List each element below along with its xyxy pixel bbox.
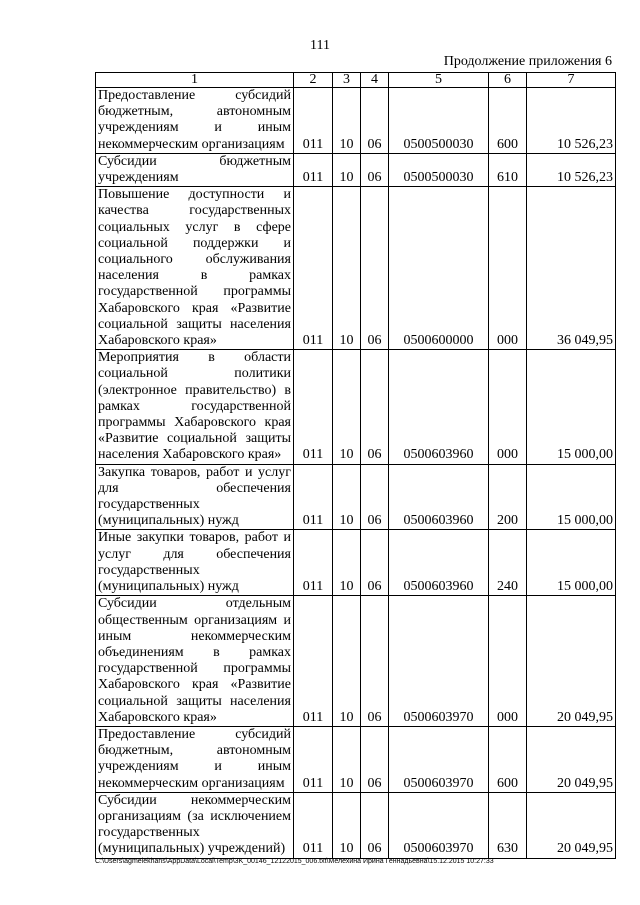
expense-type-cell: 600: [489, 88, 527, 154]
row-name-line: Закупка товаров, работ и услуг: [98, 464, 291, 480]
row-name-line: Повышение доступности и: [98, 187, 291, 203]
ministry-code-cell: 011: [294, 726, 333, 792]
row-name-line: Иные закупки товаров, работ и: [98, 530, 291, 546]
ministry-code-cell: 011: [294, 153, 333, 186]
amount-cell: 20 049,95: [527, 596, 616, 727]
expense-type-cell: 630: [489, 792, 527, 858]
expense-type-cell: 000: [489, 187, 527, 350]
row-name-cell: [96, 726, 294, 792]
subsection-code-cell: 06: [361, 88, 389, 154]
row-name-cell: [96, 596, 294, 727]
row-name-cell: [96, 153, 294, 186]
column-header: 4: [361, 73, 389, 88]
subsection-code-cell: 06: [361, 153, 389, 186]
row-name-line: некоммерческим организациям: [98, 136, 285, 152]
amount-cell: 10 526,23: [527, 153, 616, 186]
ministry-code-cell: 011: [294, 464, 333, 530]
row-name-line: бюджетным, автономным: [98, 104, 291, 120]
expense-type-cell: 600: [489, 726, 527, 792]
row-name-line: программы Хабаровского края: [98, 415, 291, 431]
amount-cell: 10 526,23: [527, 88, 616, 154]
section-code-cell: 10: [333, 187, 361, 350]
amount-cell: 36 049,95: [527, 187, 616, 350]
column-header: 3: [333, 73, 361, 88]
ministry-code-cell: 011: [294, 350, 333, 464]
row-name-line: Субсидии отдельным: [98, 596, 291, 612]
ministry-code-cell: 011: [294, 792, 333, 858]
row-name-line: общественным организациям и: [98, 612, 291, 628]
row-name-line: (муниципальных) учреждений): [98, 841, 286, 857]
row-name-line: Хабаровского края»: [98, 709, 217, 725]
row-name-line: бюджетным, автономным: [98, 743, 291, 759]
target-article-cell: 0500603970: [389, 792, 489, 858]
row-name-line: (электронное правительство) в: [98, 382, 291, 398]
row-name-line: Хабаровского края»: [98, 333, 217, 349]
row-name-line: «Развитие социальной защиты: [98, 431, 291, 447]
column-header: 7: [527, 73, 616, 88]
amount-cell: 20 049,95: [527, 726, 616, 792]
row-name-line: социального обслуживания: [98, 252, 291, 268]
row-name-line: (муниципальных) нужд: [98, 579, 239, 595]
row-name-line: социальных услуг в сфере: [98, 219, 291, 235]
amount-cell: 15 000,00: [527, 464, 616, 530]
table-row: [96, 792, 616, 858]
table-row: [96, 187, 616, 350]
row-name-line: иным некоммерческим: [98, 628, 291, 644]
row-name-line: (муниципальных) нужд: [98, 513, 239, 529]
table-row: [96, 350, 616, 464]
subsection-code-cell: 06: [361, 187, 389, 350]
subsection-code-cell: 06: [361, 350, 389, 464]
amount-cell: 15 000,00: [527, 350, 616, 464]
column-header: 6: [489, 73, 527, 88]
target-article-cell: 0500600000: [389, 187, 489, 350]
section-code-cell: 10: [333, 88, 361, 154]
row-name-line: социальной политики: [98, 366, 291, 382]
section-code-cell: 10: [333, 530, 361, 596]
row-name-line: учреждениям и иным: [98, 759, 291, 775]
page-number: 111: [310, 38, 330, 53]
row-name-line: Субсидии бюджетным: [98, 153, 291, 169]
row-name-cell: [96, 187, 294, 350]
row-name-line: рамках государственной: [98, 398, 291, 414]
row-name-line: некоммерческим организациям: [98, 775, 285, 791]
subsection-code-cell: 06: [361, 726, 389, 792]
table-row: [96, 153, 616, 186]
ministry-code-cell: 011: [294, 596, 333, 727]
expense-type-cell: 000: [489, 596, 527, 727]
column-header: 1: [96, 73, 294, 88]
target-article-cell: 0500603960: [389, 464, 489, 530]
ministry-code-cell: 011: [294, 187, 333, 350]
row-name-line: Хабаровского края «Развитие: [98, 677, 291, 693]
row-name-line: населения в рамках: [98, 268, 291, 284]
target-article-cell: 0500603970: [389, 726, 489, 792]
expense-type-cell: 200: [489, 464, 527, 530]
expense-type-cell: 240: [489, 530, 527, 596]
row-name-cell: [96, 464, 294, 530]
row-name-cell: [96, 350, 294, 464]
row-name-line: социальной защиты населения: [98, 316, 291, 332]
header-row: [96, 73, 616, 88]
column-header: 5: [389, 73, 489, 88]
row-name-line: населения Хабаровского края»: [98, 447, 282, 463]
subsection-code-cell: 06: [361, 530, 389, 596]
section-code-cell: 10: [333, 596, 361, 727]
continuation-label: Продолжение приложения 6: [443, 54, 612, 69]
footer-file-path: C:\Users\agmelekhans\AppData\Local\Temp\3K_00146_12122015_006.txt\Мелехина Ирина Геннадьевна\15.12.2015 10:27:33: [95, 858, 494, 865]
target-article-cell: 0500500030: [389, 153, 489, 186]
row-name-line: государственной программы: [98, 284, 291, 300]
column-header: 2: [294, 73, 333, 88]
row-name-line: Мероприятия в области: [98, 350, 291, 366]
target-article-cell: 0500603960: [389, 350, 489, 464]
row-name-line: социальной защиты населения: [98, 693, 291, 709]
ministry-code-cell: 011: [294, 530, 333, 596]
expense-type-cell: 000: [489, 350, 527, 464]
expense-type-cell: 610: [489, 153, 527, 186]
row-name-line: государственных: [98, 825, 200, 841]
section-code-cell: 10: [333, 792, 361, 858]
row-name-line: государственной программы: [98, 661, 291, 677]
row-name-cell: [96, 530, 294, 596]
subsection-code-cell: 06: [361, 596, 389, 727]
section-code-cell: 10: [333, 153, 361, 186]
section-code-cell: 10: [333, 464, 361, 530]
budget-table: [95, 72, 616, 859]
row-name-line: объединениям в рамках: [98, 644, 291, 660]
row-name-line: социальной поддержки и: [98, 235, 291, 251]
target-article-cell: 0500603970: [389, 596, 489, 727]
row-name-line: учреждениям и иным: [98, 120, 291, 136]
section-code-cell: 10: [333, 350, 361, 464]
row-name-line: Предоставление субсидий: [98, 88, 291, 103]
table-row: [96, 464, 616, 530]
ministry-code-cell: 011: [294, 88, 333, 154]
subsection-code-cell: 06: [361, 792, 389, 858]
row-name-cell: [96, 88, 294, 154]
subsection-code-cell: 06: [361, 464, 389, 530]
row-name-line: для обеспечения: [98, 480, 291, 496]
table-row: [96, 726, 616, 792]
target-article-cell: 0500603960: [389, 530, 489, 596]
amount-cell: 15 000,00: [527, 530, 616, 596]
table-row: [96, 88, 616, 154]
row-name-line: государственных: [98, 562, 200, 578]
table-row: [96, 596, 616, 727]
target-article-cell: 0500500030: [389, 88, 489, 154]
amount-cell: 20 049,95: [527, 792, 616, 858]
row-name-line: услуг для обеспечения: [98, 546, 291, 562]
row-name-line: Субсидии некоммерческим: [98, 792, 291, 808]
row-name-line: учреждениям: [98, 170, 179, 186]
row-name-line: организациям (за исключением: [98, 808, 291, 824]
table-row: [96, 530, 616, 596]
table-body: [96, 88, 616, 859]
row-name-line: Предоставление субсидий: [98, 726, 291, 742]
row-name-line: государственных: [98, 497, 200, 513]
row-name-line: качества государственных: [98, 203, 291, 219]
row-name-cell: [96, 792, 294, 858]
row-name-line: Хабаровского края «Развитие: [98, 300, 291, 316]
section-code-cell: 10: [333, 726, 361, 792]
